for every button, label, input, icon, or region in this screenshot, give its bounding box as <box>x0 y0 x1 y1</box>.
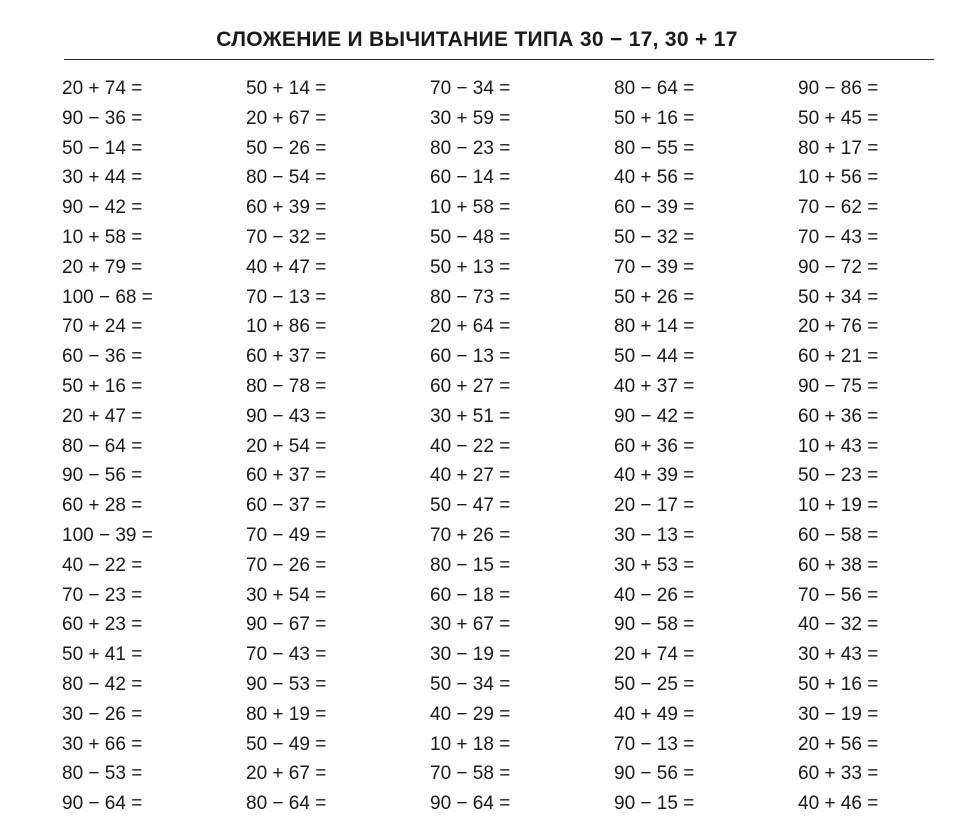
exercise-item: 70 − 32 = <box>246 226 327 248</box>
exercise-item: 80 + 14 = <box>614 316 695 338</box>
exercise-item: 60 − 13 = <box>430 346 511 368</box>
exercise-item: 70 − 56 = <box>798 584 879 606</box>
exercise-item: 90 − 58 = <box>614 614 695 636</box>
exercise-item: 70 − 62 = <box>798 197 879 219</box>
exercise-column <box>430 74 610 819</box>
exercise-item: 50 − 34 = <box>430 673 511 695</box>
exercise-item: 90 − 72 = <box>798 256 879 278</box>
exercise-item: 60 + 36 = <box>798 405 879 427</box>
exercise-item: 30 − 19 = <box>430 644 511 666</box>
exercise-item: 60 + 33 = <box>798 763 879 785</box>
exercise-item: 60 + 23 = <box>62 614 143 636</box>
exercise-item: 60 − 37 = <box>246 495 327 517</box>
exercise-item: 30 − 19 = <box>798 703 879 725</box>
exercise-item: 10 + 43 = <box>798 435 879 457</box>
exercise-item: 60 − 18 = <box>430 584 511 606</box>
exercise-column <box>62 74 242 819</box>
exercise-item: 80 + 17 = <box>798 137 879 159</box>
exercise-item: 80 − 73 = <box>430 286 511 308</box>
exercise-item: 80 − 64 = <box>62 435 143 457</box>
exercise-item: 10 + 18 = <box>430 733 511 755</box>
exercise-item: 50 − 26 = <box>246 137 327 159</box>
exercise-item: 50 + 16 = <box>614 107 695 129</box>
exercise-item: 50 − 23 = <box>798 465 879 487</box>
exercise-item: 80 − 78 = <box>246 375 327 397</box>
exercise-item: 60 − 36 = <box>62 346 143 368</box>
exercise-item: 80 − 23 = <box>430 137 511 159</box>
exercise-item: 60 − 39 = <box>614 197 695 219</box>
exercise-item: 30 + 66 = <box>62 733 143 755</box>
exercise-item: 50 − 14 = <box>62 137 143 159</box>
exercise-item: 30 − 13 = <box>614 524 695 546</box>
exercise-item: 50 − 44 = <box>614 346 695 368</box>
exercise-item: 50 − 32 = <box>614 226 695 248</box>
exercise-item: 70 − 43 = <box>798 226 879 248</box>
exercise-item: 40 − 29 = <box>430 703 511 725</box>
exercise-item: 70 + 24 = <box>62 316 143 338</box>
exercise-item: 60 + 21 = <box>798 346 879 368</box>
exercise-item: 60 + 36 = <box>614 435 695 457</box>
exercise-item: 60 + 39 = <box>246 197 327 219</box>
exercise-item: 80 − 42 = <box>62 673 143 695</box>
exercise-item: 40 − 22 = <box>62 554 143 576</box>
exercise-item: 70 − 23 = <box>62 584 143 606</box>
exercise-item: 90 − 75 = <box>798 375 879 397</box>
exercise-item: 90 − 56 = <box>62 465 143 487</box>
exercise-item: 80 − 53 = <box>62 763 143 785</box>
exercise-item: 70 − 39 = <box>614 256 695 278</box>
exercise-item: 80 − 55 = <box>614 137 695 159</box>
exercise-item: 60 + 37 = <box>246 465 327 487</box>
exercise-item: 30 + 44 = <box>62 167 143 189</box>
exercise-item: 30 + 53 = <box>614 554 695 576</box>
exercise-item: 80 − 64 = <box>614 78 695 99</box>
worksheet-title: СЛОЖЕНИЕ И ВЫЧИТАНИЕ ТИПА 30 − 17, 30 + 17 <box>216 28 738 51</box>
exercise-item: 100 − 68 = <box>62 286 153 308</box>
exercise-item: 50 − 48 = <box>430 226 511 248</box>
exercise-item: 40 + 49 = <box>614 703 695 725</box>
exercise-item: 20 + 76 = <box>798 316 879 338</box>
exercise-item: 60 + 27 = <box>430 375 511 397</box>
exercise-item: 50 − 47 = <box>430 495 511 517</box>
exercise-item: 50 + 13 = <box>430 256 511 278</box>
exercise-item: 40 − 22 = <box>430 435 511 457</box>
exercise-column <box>798 74 954 819</box>
exercise-item: 20 + 64 = <box>430 316 511 338</box>
exercise-item: 60 − 58 = <box>798 524 879 546</box>
exercise-item: 90 − 42 = <box>614 405 695 427</box>
exercise-item: 40 + 47 = <box>246 256 327 278</box>
exercise-item: 20 + 67 = <box>246 763 327 785</box>
exercise-item: 50 + 45 = <box>798 107 879 129</box>
exercise-item: 40 + 46 = <box>798 793 879 815</box>
exercise-item: 30 + 51 = <box>430 405 511 427</box>
exercise-item: 50 + 16 = <box>798 673 879 695</box>
exercise-item: 100 − 39 = <box>62 524 153 546</box>
exercise-item: 60 + 37 = <box>246 346 327 368</box>
exercise-item: 40 + 37 = <box>614 375 695 397</box>
exercise-item: 90 − 56 = <box>614 763 695 785</box>
exercise-item: 60 − 14 = <box>430 167 511 189</box>
exercise-item: 50 − 25 = <box>614 673 695 695</box>
exercise-item: 40 + 56 = <box>614 167 695 189</box>
exercise-item: 90 − 67 = <box>246 614 327 636</box>
exercise-item: 70 + 26 = <box>430 524 511 546</box>
exercise-item: 70 − 49 = <box>246 524 327 546</box>
exercise-item: 90 − 15 = <box>614 793 695 815</box>
exercise-item: 70 − 34 = <box>430 78 511 99</box>
title-divider <box>64 59 934 60</box>
exercise-item: 10 + 58 = <box>62 226 143 248</box>
exercise-item: 50 + 16 = <box>62 375 143 397</box>
exercise-item: 80 − 64 = <box>246 793 327 815</box>
exercise-column <box>614 74 794 819</box>
exercise-item: 70 − 58 = <box>430 763 511 785</box>
exercise-item: 80 − 54 = <box>246 167 327 189</box>
exercise-item: 90 − 86 = <box>798 78 879 99</box>
exercise-item: 90 − 36 = <box>62 107 143 129</box>
exercise-item: 30 − 26 = <box>62 703 143 725</box>
exercise-item: 10 + 56 = <box>798 167 879 189</box>
exercise-item: 90 − 43 = <box>246 405 327 427</box>
exercise-item: 60 + 38 = <box>798 554 879 576</box>
exercise-item: 20 + 54 = <box>246 435 327 457</box>
exercise-item: 30 + 54 = <box>246 584 327 606</box>
exercise-item: 20 + 79 = <box>62 256 143 278</box>
exercise-item: 90 − 64 = <box>62 793 143 815</box>
exercise-item: 90 − 53 = <box>246 673 327 695</box>
exercise-item: 50 + 26 = <box>614 286 695 308</box>
exercise-item: 70 − 13 = <box>614 733 695 755</box>
exercise-item: 50 + 41 = <box>62 644 143 666</box>
exercise-item: 50 + 34 = <box>798 286 879 308</box>
exercise-item: 10 + 19 = <box>798 495 879 517</box>
exercise-item: 50 + 14 = <box>246 78 327 99</box>
exercise-item: 20 + 47 = <box>62 405 143 427</box>
exercise-item: 40 + 27 = <box>430 465 511 487</box>
exercise-item: 20 + 56 = <box>798 733 879 755</box>
exercise-item: 80 − 15 = <box>430 554 511 576</box>
exercise-item: 20 + 74 = <box>62 78 143 99</box>
exercise-item: 10 + 58 = <box>430 197 511 219</box>
exercise-item: 20 − 17 = <box>614 495 695 517</box>
exercise-item: 40 − 26 = <box>614 584 695 606</box>
exercise-item: 30 + 43 = <box>798 644 879 666</box>
exercise-item: 70 − 43 = <box>246 644 327 666</box>
exercise-item: 40 − 32 = <box>798 614 879 636</box>
exercise-item: 80 + 19 = <box>246 703 327 725</box>
exercise-item: 20 + 67 = <box>246 107 327 129</box>
exercise-item: 10 + 86 = <box>246 316 327 338</box>
exercise-item: 60 + 28 = <box>62 495 143 517</box>
exercise-column <box>246 74 426 819</box>
exercise-item: 50 − 49 = <box>246 733 327 755</box>
exercise-grid <box>62 74 922 820</box>
exercise-item: 70 − 13 = <box>246 286 327 308</box>
exercise-item: 40 + 39 = <box>614 465 695 487</box>
exercise-item: 90 − 64 = <box>430 793 511 815</box>
exercise-item: 30 + 59 = <box>430 107 511 129</box>
exercise-item: 90 − 42 = <box>62 197 143 219</box>
exercise-item: 30 + 67 = <box>430 614 511 636</box>
exercise-item: 20 + 74 = <box>614 644 695 666</box>
exercise-item: 70 − 26 = <box>246 554 327 576</box>
